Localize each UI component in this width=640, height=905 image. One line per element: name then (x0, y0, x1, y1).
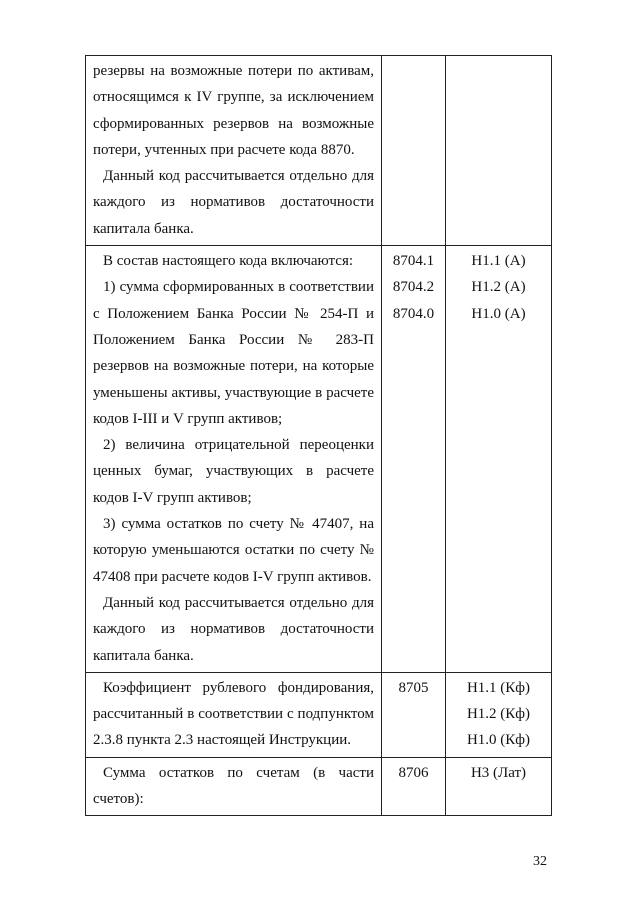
code-cell (382, 757, 446, 816)
paragraph: 3) сумма остатков по счету № 47407, на которую уменьшаются остатки по счету № 47408 при расчете кодов I-V групп активов. (93, 516, 374, 585)
code-cell (382, 56, 446, 246)
norm-cell (446, 56, 552, 246)
code-value: 8705 (398, 679, 429, 696)
description-cell (86, 757, 382, 816)
paragraph: резервы на возможные потери по активам, относящимся к IV группе, за исключением сформированных резервов на возможные потери, учтенных при расчете кода 8870. (93, 63, 374, 158)
table-row (86, 246, 552, 673)
code-cell (382, 246, 446, 673)
paragraph: 1) сумма сформированных в соответствии с Положением Банка России № 254-П и Положением Банка России № 283-П резервов на возможные потери, на которые уменьшены активы, участвующие в расчете кодов I-III и V групп активов; (93, 279, 374, 427)
description-cell (86, 672, 382, 757)
codes-table (85, 55, 552, 816)
norm-cell (446, 246, 552, 673)
table-row (86, 757, 552, 816)
paragraph: Коэффициент рублевого фондирования, рассчитанный в соответствии с подпунктом 2.3.8 пункта 2.3 настоящей Инструкции. (93, 679, 374, 749)
paragraph: В состав настоящего кода включаются: (103, 253, 354, 270)
description-cell (86, 56, 382, 246)
norm-value: Н1.0 (А) (471, 305, 526, 322)
page-number: 32 (533, 854, 547, 869)
table-row (86, 56, 552, 246)
code-cell (382, 672, 446, 757)
table-row (86, 672, 552, 757)
norm-value: Н1.0 (Кф) (466, 732, 531, 749)
paragraph: Сумма остатков по счетам (в части счетов): (93, 764, 374, 808)
norm-value: Н1.1 (А) (471, 253, 526, 270)
paragraph: 2) величина отрицательной переоценки ценных бумаг, участвующих в расчете кодов I-V групп активов; (93, 437, 374, 506)
norm-value: Н1.2 (Кф) (466, 706, 531, 723)
code-value: 8704.2 (392, 279, 435, 296)
paragraph: Данный код рассчитывается отдельно для каждого из нормативов достаточности капитала банка. (93, 168, 374, 237)
norm-value: Н3 (Лат) (470, 764, 527, 781)
code-value: 8706 (398, 764, 429, 781)
paragraph: Данный код рассчитывается отдельно для каждого из нормативов достаточности капитала банка. (93, 594, 374, 664)
norm-value: Н1.1 (Кф) (466, 679, 531, 696)
description-cell (86, 246, 382, 673)
code-value: 8704.0 (392, 305, 435, 322)
norm-cell (446, 672, 552, 757)
code-value: 8704.1 (392, 253, 435, 270)
norm-value: Н1.2 (А) (471, 279, 526, 296)
norm-cell (446, 757, 552, 816)
